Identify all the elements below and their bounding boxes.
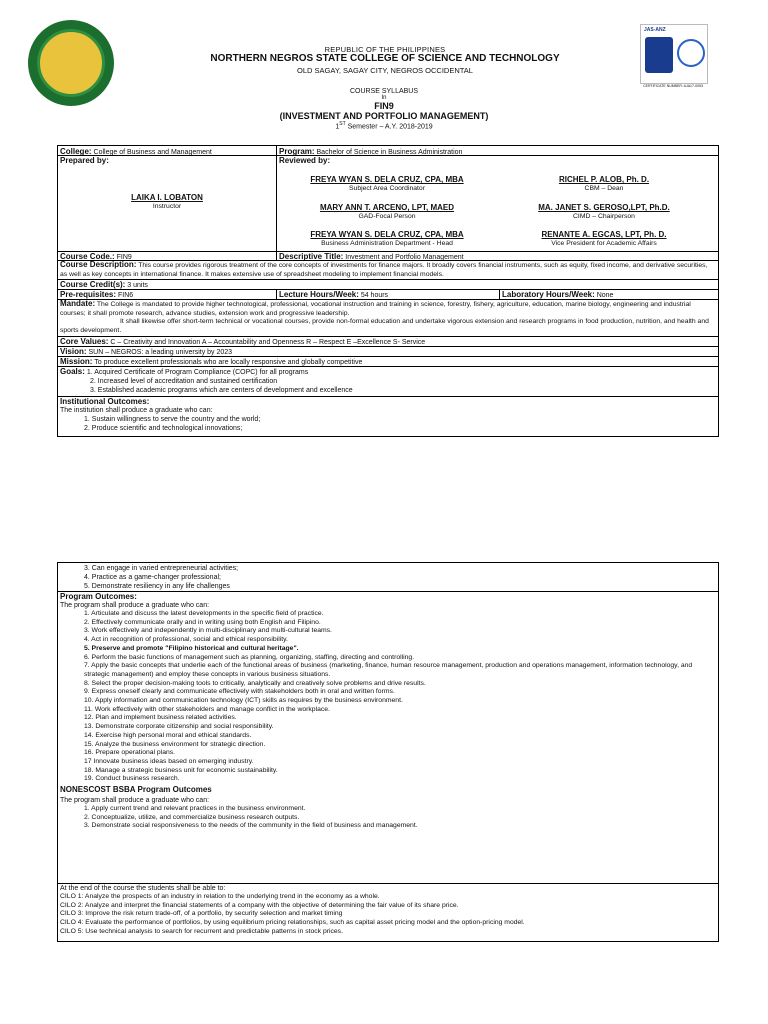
po-item: 17 Innovate business ideas based on emerging industry. (84, 757, 254, 765)
nonescost-item: 3. Demonstrate social responsiveness to the needs of the community in the field of business and management. (84, 822, 418, 830)
course-description: Course Description: This course provides rigorous treatment of the core concepts of investments for finance majors. It broadly covers financial instruments, such as equity, fixed income, and derivative securities, as well as key concepts in international finance. It makes extensive use of spreadsheet modeling to implement financial models. (60, 260, 708, 278)
cilo-item: CILO 5: Use technical analysis to search for recurrent and predictable patterns in stock prices. (60, 927, 343, 935)
po-item: 7. Apply the basic concepts that underlie each of the functional areas of business (marketing, finance, human resource management, production and operations management, information technology, and strategic management) and employ these concepts in various business situations. (84, 662, 693, 678)
college-address: OLD SAGAY, SAGAY CITY, NEGROS OCCIDENTAL (297, 66, 473, 75)
syllabus-table-page2 (57, 562, 719, 942)
nonescost-item: 1. Apply current trend and relevant practices in the business environment. (84, 805, 306, 813)
cilo-section: At the end of the course the students shall be able to: CILO 1: Analyze the prospects of an industry in relation to the underlying trend in the economy as a whole. CILO 2: Analyze and interpret the financial statements of a company with the objective of determining the fair value of its share price. CILO 3: Improve the risk return trade-off, of a portfolio, by security selection and market timing CILO 4: Evaluate the performance of portfolios, by using equilibrium pricing relationships, such as capital asset pricing model and the option-pricing model. CILO 5: Use technical analysis to search for recurrent and predictable patterns in stock prices. (60, 884, 714, 937)
reviewer-2: RICHEL P. ALOB, Ph. D. CBM – Dean (558, 175, 650, 192)
po-item: 14. Exercise high personal moral and ethical standards. (84, 731, 252, 739)
core-values: Core Values: C – Creativity and Innovation A – Accountability and Openness R – Respect E –Excellence S- Service (60, 337, 426, 346)
program-cell: Program: Bachelor of Science in Business Administration (279, 147, 463, 156)
course-code-title: FIN9 (374, 101, 394, 111)
goals: Goals: 1. Acquired Certificate of Program Compliance (COPC) for all programs 2. Increased level of accreditation and sustained certification 3. Established academic programs which are centers of development and excellence (60, 367, 353, 394)
po-item: 18. Manage a strategic business unit for economic sustainability. (84, 766, 278, 774)
course-code-cell: Course Code.: FIN9 (60, 252, 132, 261)
syllabus-label: COURSE SYLLABUS (349, 88, 419, 95)
nonescost-label: NONESCOST BSBA Program Outcomes (60, 785, 212, 795)
prepared-label: Prepared by: (60, 156, 109, 165)
reviewer-3: MARY ANN T. ARCENO, LPT, MAED GAD-Focal Person (319, 203, 455, 220)
po-item: 15. Analyze the business environment for strategic direction. (84, 740, 266, 748)
reviewed-label: Reviewed by: (279, 156, 331, 165)
po-item: 2. Effectively communicate orally and in writing using both English and Filipino. (84, 618, 321, 626)
po-item: 19. Conduct business research. (84, 775, 180, 783)
reviewer-5: FREYA WYAN S. DELA CRUZ, CPA, MBA Business Administration Department - Head (310, 230, 464, 247)
mandate: Mandate: The College is mandated to provide higher technological, professional, vocational instruction and training in science, forestry, fishery, agriculture, education, marine biology, engineering and industrial courses; it shall promote research, advance studies, extension work and progressive leadership. It shall likewise offer short-term technical or vocational courses, provide non-formal education and undertake vigorous extension and research programs in food production, nutrition, and health and sports development. (60, 299, 709, 334)
reviewer-4: MA. JANET S. GEROSO,LPT, Ph.D. CIMD – Chairperson (538, 203, 670, 220)
prerequisites: Pre-requisites: FIN6 (60, 290, 134, 299)
po-item: 16. Prepare operational plans. (84, 749, 176, 757)
cilo-item: CILO 1: Analyze the prospects of an industry in relation to the underlying trend in the economy as a whole. (60, 893, 380, 900)
po-item: 12. Plan and implement business related activities. (84, 714, 237, 722)
po-item: 6. Perform the basic functions of management such as planning, organizing, staffing, directing and controlling. (84, 653, 415, 661)
certification-logo: JAS-ANZ (640, 24, 708, 84)
prepared-person: LAIKA I. LOBATON Instructor (131, 193, 203, 210)
program-outcomes: Program Outcomes: The program shall produce a graduate who can: 1. Articulate and discuss the latest developments in the specific field of practice. 2. Effectively communicate orally and in writing using both English and Filipino. 3. Work effectively and independently in multi-disciplinary and multi-cultural teams. 4. Act in recognition of professional, social and ethical responsibility. 5. Preserve and promote "Filipino historical and cultural heritage". 6. Perform the basic functions of management such as planning, organizing, staffing, directing and controlling. 7. Apply the basic concepts that underlie each of the functional areas of business (marketing, finance, human resource management, production and operations management, information technology, and strategic management) and employ these concepts in various business situations. 8. Select the proper decision-making tools to critically, analytically and creatively solve problems and drive results. 9. Express oneself clearly and communicate effectively with stakeholders both in oral and written forms. 10. Apply information and communication technology (ICT) skills as requires by the business environment. 11. Work effectively with other stakeholders and manage conflict in the workplace. 12. Plan and implement business related activities. 13. Demonstrate corporate citizenship and social responsibility. 14. Exercise high personal moral and ethical standards. 15. Analyze the business environment for strategic direction. 16. Prepare operational plans. 17 Innovate business ideas based on emerging industry. 18. Manage a strategic business unit for economic sustainability. 19. Conduct business research. NONESCOST BSBA Program Outcomes The program shall produce a graduate who can: 1. Apply current trend and relevant practices in the business environment. 2. Conceptualize, utilize, and commercialize business research outputs. 3. Demonstrate social responsiveness to the needs of the community in the field of business and management. (60, 592, 714, 831)
po-item: 4. Act in recognition of professional, social and ethical responsibility. (84, 636, 288, 644)
syllabus-table-page1 (57, 145, 719, 437)
lecture-hours: Lecture Hours/Week: 54 hours (279, 290, 389, 299)
po-item: 5. Preserve and promote "Filipino historical and cultural heritage". (84, 644, 299, 652)
syllabus-in: In (381, 95, 387, 101)
institutional-outcomes-cont: 3. Can engage in varied entrepreneurial activities; 4. Practice as a game-changer professional; 5. Demonstrate resiliency in any life challenges (84, 565, 239, 590)
course-title: (INVESTMENT AND PORTFOLIO MANAGEMENT) (279, 111, 489, 121)
reviewer-1: FREYA WYAN S. DELA CRUZ, CPA, MBA Subject Area Coordinator (310, 175, 464, 192)
college-name: NORTHERN NEGROS STATE COLLEGE OF SCIENCE AND TECHNOLOGY (210, 53, 560, 64)
course-credits: Course Credit(s): 3 units (60, 280, 148, 289)
certificate-number: CERTIFICATE NUMBER: AJA17-0053 (643, 84, 703, 88)
po-item: 3. Work effectively and independently in multi-disciplinary and multi-cultural teams. (84, 627, 332, 635)
cilo-item: CILO 4: Evaluate the performance of portfolios, by using equilibrium pricing relationships, such as capital asset pricing model and the option-pricing model. (60, 919, 525, 927)
reviewer-6: RENANTE A. EGCAS, LPT, Ph. D. Vice President for Academic Affairs (541, 230, 667, 247)
po-item: 11. Work effectively with other stakeholders and manage conflict in the workplace. (84, 705, 330, 713)
descriptive-title-cell: Descriptive Title: Investment and Portfolio Management (279, 252, 464, 261)
vision: Vision: SUN – NEGROS: a leading university by 2023 (60, 347, 233, 356)
cilo-item: CILO 2: Analyze and interpret the financial statements of a company with the objective of determining the fair value of its share price. (60, 901, 459, 909)
po-item: 13. Demonstrate corporate citizenship and social responsibility. (84, 723, 274, 731)
republic-text: REPUBLIC OF THE PHILIPPINES (324, 45, 446, 54)
semester-text: 1ST Semester – A.Y. 2018-2019 (335, 121, 433, 131)
institutional-outcomes: Institutional Outcomes: The institution shall produce a graduate who can: 1. Sustain willingness to serve the country and the world; 2. Produce scientific and technological innovations; (60, 397, 261, 432)
nonescost-item: 2. Conceptualize, utilize, and commercialize business research outputs. (84, 813, 300, 821)
college-cell: College: College of Business and Management (60, 147, 212, 156)
po-item: 1. Articulate and discuss the latest developments in the specific field of practice. (84, 610, 324, 617)
po-item: 9. Express oneself clearly and communicate effectively with stakeholders both in oral and written forms. (84, 688, 395, 696)
cilo-item: CILO 3: Improve the risk return trade-off, of a portfolio, by security selection and market timing (60, 910, 343, 918)
po-item: 10. Apply information and communication technology (ICT) skills as requires by the business environment. (84, 697, 403, 705)
laboratory-hours: Laboratory Hours/Week: None (502, 290, 614, 299)
mission: Mission: To produce excellent professionals who are locally responsive and globally competitive (60, 357, 363, 366)
po-item: 8. Select the proper decision-making tools to critically, analytically and creatively solve problems and drive results. (84, 679, 426, 687)
